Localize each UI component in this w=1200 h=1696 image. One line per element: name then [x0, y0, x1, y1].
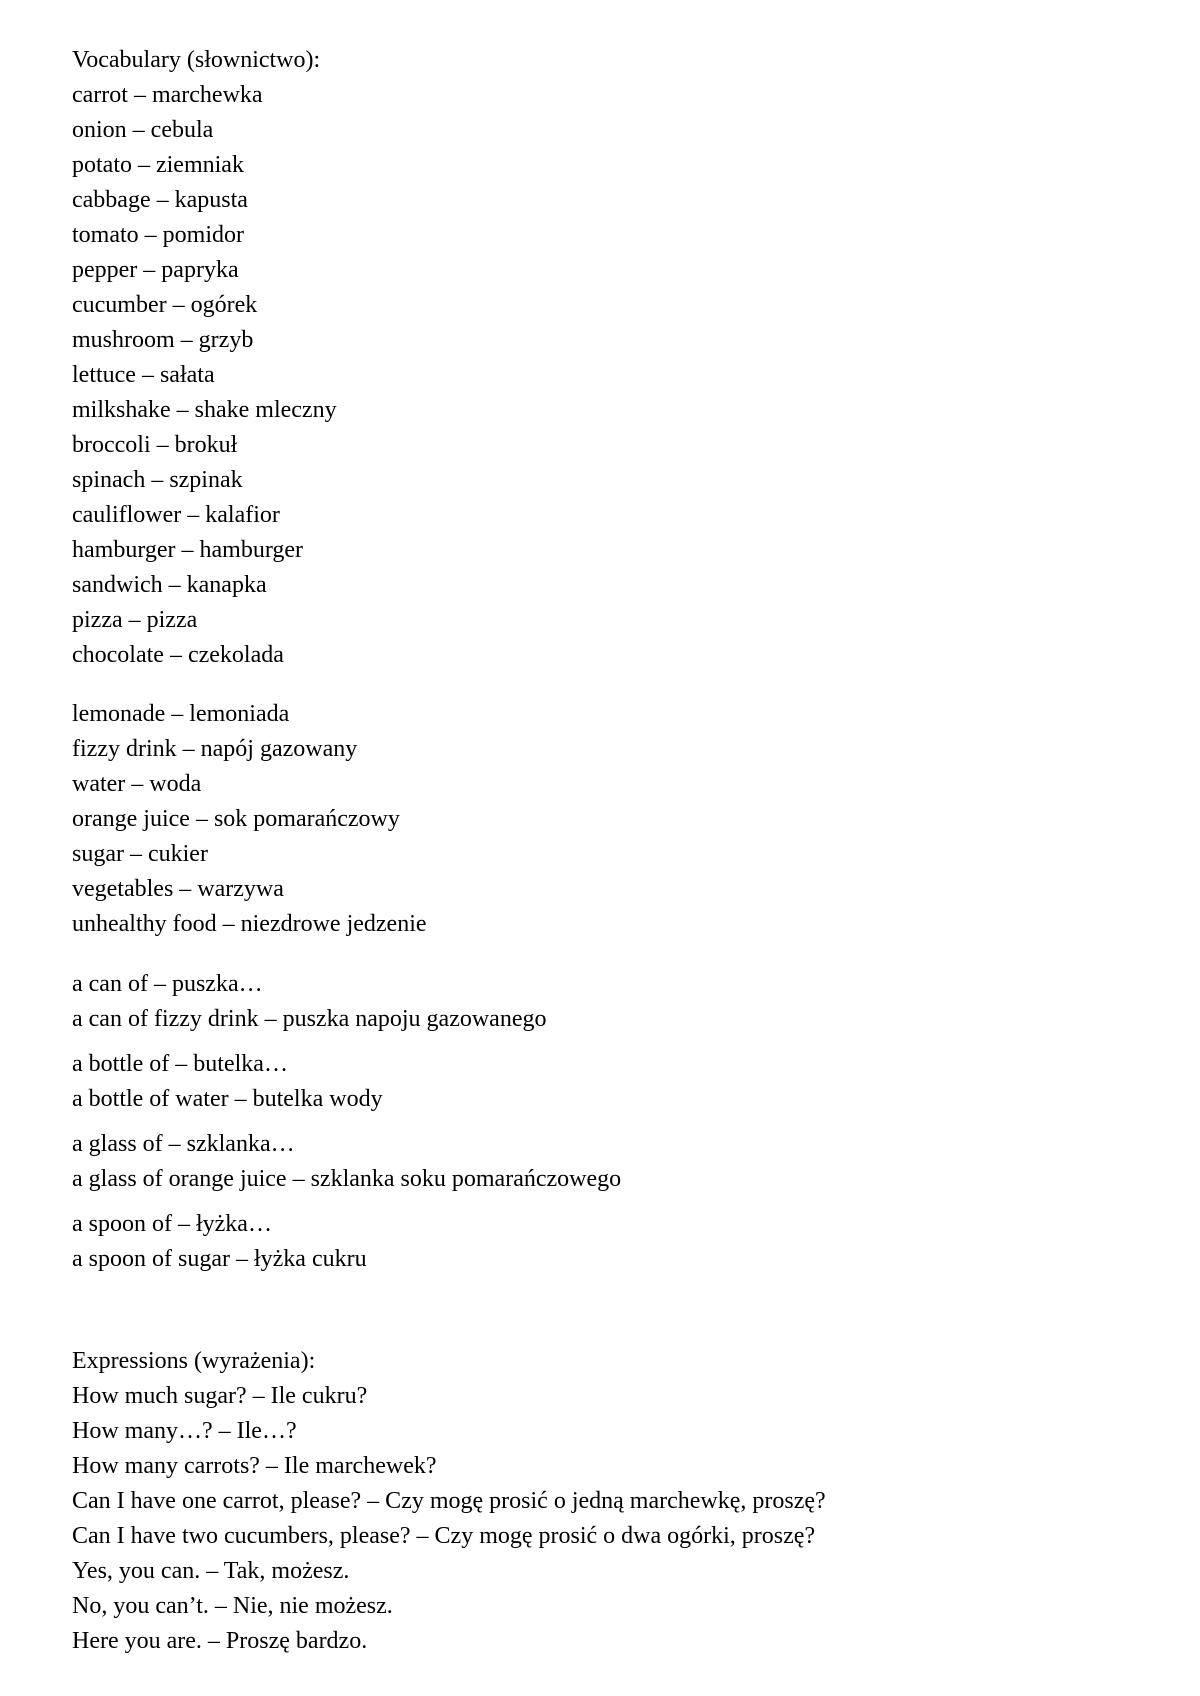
- vocabulary-list-drinks: [72, 697, 1152, 942]
- vocab-item: lettuce – sałata: [72, 362, 215, 388]
- vocabulary-list-food: [72, 78, 1152, 673]
- vocab-item: cucumber – ogórek: [72, 292, 258, 318]
- vocab-item: tomato – pomidor: [72, 222, 244, 248]
- container-pair-bottle: [72, 1047, 1152, 1117]
- container-term: a bottle of – butelka…: [72, 1051, 288, 1077]
- expression-item: Here you are. – Proszę bardzo.: [72, 1628, 368, 1654]
- expressions-heading: Expressions (wyrażenia):: [72, 1348, 316, 1374]
- container-example: a can of fizzy drink – puszka napoju gazowanego: [72, 1006, 547, 1032]
- expression-item: Yes, you can. – Tak, możesz.: [72, 1558, 350, 1584]
- vocab-item: chocolate – czekolada: [72, 642, 284, 668]
- vocab-item: lemonade – lemoniada: [72, 701, 290, 727]
- vocab-item: unhealthy food – niezdrowe jedzenie: [72, 911, 427, 937]
- vocab-item: water – woda: [72, 771, 202, 797]
- document-content: [72, 43, 1152, 1659]
- container-example: a glass of orange juice – szklanka soku pomarańczowego: [72, 1166, 622, 1192]
- vocab-item: pizza – pizza: [72, 607, 198, 633]
- vocab-item: mushroom – grzyb: [72, 327, 254, 353]
- container-pair-can: [72, 967, 1152, 1037]
- container-pair-spoon: [72, 1207, 1152, 1277]
- vocab-item: fizzy drink – napój gazowany: [72, 736, 358, 762]
- vocab-item: milkshake – shake mleczny: [72, 397, 337, 423]
- vocab-item: orange juice – sok pomarańczowy: [72, 806, 400, 832]
- vocab-item: broccoli – brokuł: [72, 432, 238, 458]
- container-term: a spoon of – łyżka…: [72, 1211, 272, 1237]
- vocab-item: sugar – cukier: [72, 841, 208, 867]
- vocab-item: pepper – papryka: [72, 257, 239, 283]
- vocab-item: cabbage – kapusta: [72, 187, 248, 213]
- vocab-item: potato – ziemniak: [72, 152, 244, 178]
- vocab-item: vegetables – warzywa: [72, 876, 284, 902]
- vocab-item: carrot – marchewka: [72, 82, 263, 108]
- expression-item: How much sugar? – Ile cukru?: [72, 1383, 368, 1409]
- vocabulary-heading: Vocabulary (słownictwo):: [72, 47, 321, 73]
- expression-item: Can I have one carrot, please? – Czy mogę prosić o jedną marchewkę, proszę?: [72, 1488, 826, 1514]
- expression-item: How many carrots? – Ile marchewek?: [72, 1453, 437, 1479]
- container-example: a spoon of sugar – łyżka cukru: [72, 1246, 367, 1272]
- expression-item: Can I have two cucumbers, please? – Czy mogę prosić o dwa ogórki, proszę?: [72, 1523, 816, 1549]
- container-term: a glass of – szklanka…: [72, 1131, 295, 1157]
- container-term: a can of – puszka…: [72, 971, 263, 997]
- vocab-item: sandwich – kanapka: [72, 572, 267, 598]
- container-pair-glass: [72, 1127, 1152, 1197]
- vocab-item: onion – cebula: [72, 117, 214, 143]
- vocab-item: hamburger – hamburger: [72, 537, 304, 563]
- vocab-item: spinach – szpinak: [72, 467, 243, 493]
- expression-item: How many…? – Ile…?: [72, 1418, 297, 1444]
- vocab-item: cauliflower – kalafior: [72, 502, 280, 528]
- container-example: a bottle of water – butelka wody: [72, 1086, 383, 1112]
- expressions-section: [72, 1344, 1152, 1659]
- expression-item: No, you can’t. – Nie, nie możesz.: [72, 1593, 393, 1619]
